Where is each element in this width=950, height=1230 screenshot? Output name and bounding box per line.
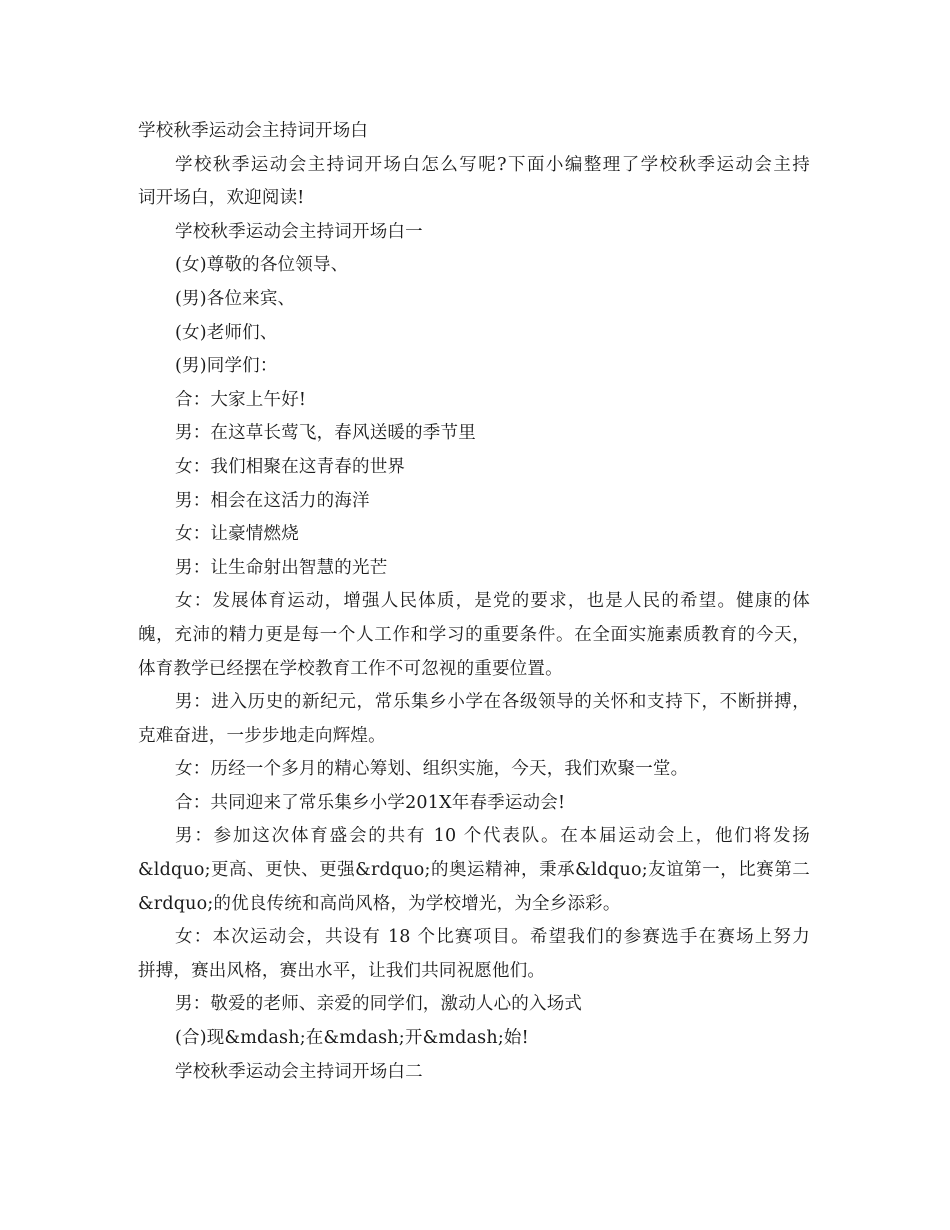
paragraph-line: 合：大家上午好! [175, 389, 307, 410]
paragraph-line: 克难奋进，一步步地走向辉煌。 [138, 725, 386, 746]
paragraph-line: 男：敬爱的老师、亲爱的同学们，激动人心的入场式 [175, 994, 583, 1015]
paragraph-line: 女：发展体育运动，增强人民体质，是党的要求，也是人民的希望。健康的体 [175, 591, 810, 612]
paragraph-line: 男：在这草长莺飞，春风送暖的季节里 [175, 423, 476, 444]
paragraph-line: 女：我们相聚在这青春的世界 [175, 456, 406, 477]
section-heading: 学校秋季运动会主持词开场白一 [175, 221, 423, 242]
paragraph-line: (男)同学们： [175, 356, 278, 377]
document-title: 学校秋季运动会主持词开场白 [138, 121, 369, 141]
paragraph-line: (男)各位来宾、 [175, 288, 296, 309]
paragraph-line: 女：本次运动会，共设有 18 个比赛项目。希望我们的参赛选手在赛场上努力 [175, 927, 810, 948]
paragraph-line: 体育教学已经摆在学校教育工作不可忽视的重要位置。 [138, 658, 563, 679]
paragraph-line: (女)尊敬的各位领导、 [175, 255, 349, 276]
paragraph-line: 词开场白，欢迎阅读! [138, 188, 305, 209]
paragraph-line: 女：让豪情燃烧 [175, 524, 299, 545]
paragraph-line: (女)老师们、 [175, 322, 278, 343]
paragraph-line: 男：参加这次体育盛会的共有 10 个代表队。在本届运动会上，他们将发扬 [175, 826, 810, 847]
paragraph-line: 男：进入历史的新纪元，常乐集乡小学在各级领导的关怀和支持下，不断拼搏， [175, 692, 810, 713]
paragraph-line: 女：历经一个多月的精心筹划、组织实施，今天，我们欢聚一堂。 [175, 759, 689, 780]
paragraph-line: 学校秋季运动会主持词开场白怎么写呢?下面小编整理了学校秋季运动会主持 [175, 154, 810, 175]
paragraph-line: 魄，充沛的精力更是每一个人工作和学习的重要条件。在全面实施素质教育的今天， [138, 624, 810, 645]
paragraph-line: (合)现&mdash;在&mdash;开&mdash;始! [175, 1028, 529, 1049]
paragraph-line: 男：相会在这活力的海洋 [175, 490, 370, 511]
paragraph-line: 合：共同迎来了常乐集乡小学201X年春季运动会! [175, 792, 566, 813]
paragraph-line: &rdquo;的优良传统和高尚风格，为学校增光，为全乡添彩。 [138, 893, 621, 914]
paragraph-line: &ldquo;更高、更快、更强&rdquo;的奥运精神，秉承&ldquo;友谊第一，比赛第二 [138, 860, 810, 881]
paragraph-line: 拼搏，赛出风格，赛出水平，让我们共同祝愿他们。 [138, 960, 546, 981]
section-heading: 学校秋季运动会主持词开场白二 [175, 1061, 423, 1082]
paragraph-line: 男：让生命射出智慧的光芒 [175, 557, 388, 578]
